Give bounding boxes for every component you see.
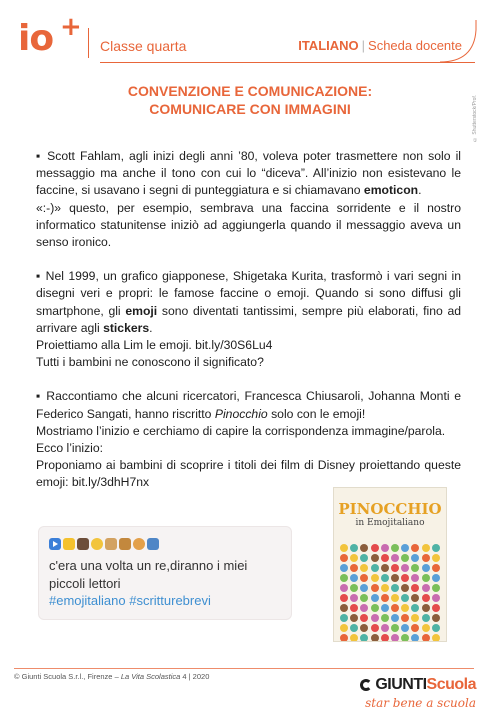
emoji-dot-icon	[350, 604, 358, 612]
emoji-dot-icon	[381, 604, 389, 612]
text-span: ▪ Raccontiamo che alcuni ricercatori, Francesca Chiusaroli, Johanna Monti e Federico Sangati, hanno riscritto	[36, 389, 461, 421]
emoji-dot-icon	[340, 574, 348, 582]
emoji-dot-icon	[391, 604, 399, 612]
brand-name: GIUNTI	[375, 676, 427, 693]
body-text	[36, 148, 461, 509]
subject-label	[298, 38, 462, 53]
emoji-dot-icon	[360, 564, 368, 572]
emoji-dot-icon	[422, 634, 430, 642]
emoji-dot-icon	[360, 554, 368, 562]
g-logo-icon	[360, 679, 372, 691]
emoji-dot-icon	[371, 624, 379, 632]
text-span: solo con le emoji!	[267, 406, 366, 421]
emoji-dot-icon	[411, 624, 419, 632]
emoji-dot-icon	[411, 574, 419, 582]
emoji-dot-icon	[371, 574, 379, 582]
emoji-dot-icon	[391, 544, 399, 552]
keyword-emoji: emoji	[125, 303, 158, 318]
card-text-line-2: piccoli lettori	[49, 576, 121, 591]
giunti-scuola-brand	[336, 676, 476, 716]
sheet-type: Scheda docente	[368, 38, 462, 53]
paragraph-emoticon	[36, 148, 461, 251]
emoji-dot-icon	[432, 604, 440, 612]
title-line-2: COMUNICARE CON IMMAGINI	[149, 101, 351, 117]
emoji-dot-icon	[391, 624, 399, 632]
emoji-dot-icon	[422, 564, 430, 572]
emoji-dot-icon	[411, 614, 419, 622]
header-divider	[88, 28, 89, 58]
text-span: ▪ Nel 1999, un grafico giapponese, Shigetaka Kurita, trasformò i vari segni in disegni veri e propri: le famose faccine o emoji. Quando si sono diffusi gli smartphone, gli	[36, 269, 461, 318]
emoji-dot-icon	[401, 634, 409, 642]
emoji-dot-icon	[401, 604, 409, 612]
paragraph-pinocchio	[36, 388, 461, 491]
emoji-dot-icon	[371, 554, 379, 562]
emoji-dot-icon	[360, 614, 368, 622]
emoji-dot-icon	[411, 554, 419, 562]
emoji-dot-icon	[350, 614, 358, 622]
book-emoji-icon	[105, 538, 117, 550]
emoji-dot-icon	[401, 544, 409, 552]
emoji-dot-icon	[381, 594, 389, 602]
logo-text: io	[18, 18, 54, 59]
issue-text: 4 | 2020	[180, 672, 210, 681]
emoji-dot-icon	[391, 594, 399, 602]
book-title-italic: Pinocchio	[214, 406, 268, 421]
reader-emoji-icon	[133, 538, 145, 550]
emoji-dot-icon	[340, 554, 348, 562]
photo-credit: © Shutterstock/Prof.	[472, 94, 478, 142]
emoji-dot-icon	[360, 624, 368, 632]
emoji-dot-icon	[350, 574, 358, 582]
emoji-dot-icon	[381, 614, 389, 622]
keyword-emoticon: emoticon	[363, 183, 419, 198]
header-corner-curve	[440, 20, 480, 64]
emoji-dot-icon	[422, 584, 430, 592]
card-hashtags[interactable]: #emojitaliano #scritturebrevi	[49, 593, 211, 608]
emoji-dot-icon	[350, 594, 358, 602]
emoji-dot-icon	[422, 574, 430, 582]
emoji-dot-icon	[381, 634, 389, 642]
emoji-dot-icon	[340, 544, 348, 552]
logo-plus: +	[60, 12, 82, 42]
emoji-dot-icon	[411, 544, 419, 552]
emoji-dot-icon	[432, 594, 440, 602]
emoji-dot-icon	[401, 624, 409, 632]
footer-divider	[14, 668, 474, 669]
emoji-dot-icon	[432, 574, 440, 582]
book-cover-title: PINOCCHIO	[338, 500, 442, 518]
book-cover-subtitle: in Emojitaliano	[355, 518, 425, 528]
emoji-dot-icon	[360, 574, 368, 582]
emoji-dot-icon	[371, 584, 379, 592]
speaking-head-emoji-icon	[77, 538, 89, 550]
keyword-stickers: stickers	[103, 320, 150, 335]
footer-copyright	[14, 672, 209, 681]
emoji-dot-icon	[371, 634, 379, 642]
emoji-dot-icon	[340, 614, 348, 622]
paragraph-line	[36, 388, 461, 422]
emoji-dot-icon	[391, 554, 399, 562]
copyright-text: © Giunti Scuola S.r.l., Firenze –	[14, 672, 121, 681]
paragraph-line: Tutti i bambini ne conoscono il significato?	[36, 355, 264, 370]
text-span: ▪ Scott Fahlam, agli inizi degli anni ’80, voleva poter trasmettere non solo il messaggio ma anche il tono con cui lo “diceva”. All’inizio non esistevano le faccine, si usavano i segni di punteggiatura e si chiamavano	[36, 149, 461, 198]
open-book-emoji-icon	[147, 538, 159, 550]
card-text-line-1: c'era una volta un re,diranno i miei	[49, 558, 248, 573]
magazine-name: La Vita Scolastica	[120, 672, 181, 681]
emoji-dot-icon	[371, 614, 379, 622]
emoji-dot-icon	[340, 564, 348, 572]
book-emoji-icon	[119, 538, 131, 550]
emoji-dot-icon	[422, 554, 430, 562]
face-emoji-icon	[91, 538, 103, 550]
emoji-dot-icon	[401, 554, 409, 562]
emoji-dot-icon	[360, 594, 368, 602]
emoji-dot-icon	[381, 574, 389, 582]
lim-link-line[interactable]: Proiettiamo alla Lim le emoji. bit.ly/30S6Lu4	[36, 338, 273, 353]
emoji-dot-icon	[371, 564, 379, 572]
brand-logo	[360, 676, 476, 694]
emoji-dot-icon	[401, 594, 409, 602]
text-span: sono diventati tantissimi, sempre più elaborati, fino ad arrivare agli	[36, 303, 461, 335]
emoji-dot-icon	[371, 594, 379, 602]
book-cover-emoji-grid	[340, 544, 440, 636]
emoji-dot-icon	[371, 544, 379, 552]
emoji-dot-icon	[360, 634, 368, 642]
text-span: .	[418, 183, 422, 198]
emoji-dot-icon	[432, 564, 440, 572]
emoji-dot-icon	[411, 584, 419, 592]
card-text	[49, 557, 247, 593]
subject-name: ITALIANO	[298, 38, 359, 53]
emoji-dot-icon	[411, 634, 419, 642]
crown-emoji-icon	[63, 538, 75, 550]
emoji-dot-icon	[391, 634, 399, 642]
emoji-dot-icon	[340, 594, 348, 602]
emoji-dot-icon	[432, 634, 440, 642]
emoji-dot-icon	[422, 624, 430, 632]
paragraph-line	[36, 268, 461, 337]
play-icon	[49, 538, 61, 550]
paragraph-line	[36, 148, 461, 200]
emoji-dot-icon	[401, 574, 409, 582]
emoji-dot-icon	[340, 634, 348, 642]
emoji-dot-icon	[422, 614, 430, 622]
subject-separator: |	[361, 38, 366, 53]
emoji-dot-icon	[360, 544, 368, 552]
emoji-dot-icon	[401, 584, 409, 592]
emoji-translation-card	[38, 526, 292, 620]
emoji-dot-icon	[411, 604, 419, 612]
emoji-dot-icon	[350, 564, 358, 572]
text-span: .	[149, 320, 153, 335]
paragraph-line: Mostriamo l’inizio e cerchiamo di capire la corrispondenza immagine/parola.	[36, 423, 446, 438]
paragraph-line: «:-)» questo, per esempio, sembrava una faccina sorridente e il nostro informatico statunitense iniziò ad aggiungerla quando il messaggio aveva un senso ironico.	[36, 200, 461, 250]
emoji-dot-icon	[381, 624, 389, 632]
brand-tagline: star bene a scuola	[365, 696, 476, 710]
paragraph-line: Ecco l’inizio:	[36, 441, 104, 456]
emoji-dot-icon	[371, 604, 379, 612]
emoji-dot-icon	[411, 594, 419, 602]
emoji-dot-icon	[350, 544, 358, 552]
emoji-dot-icon	[411, 564, 419, 572]
emoji-dot-icon	[391, 584, 399, 592]
emoji-dot-icon	[350, 554, 358, 562]
emoji-dot-icon	[381, 564, 389, 572]
paragraph-emoji	[36, 268, 461, 371]
emoji-dot-icon	[432, 554, 440, 562]
emoji-dot-icon	[422, 594, 430, 602]
page-title	[60, 82, 440, 118]
emoji-dot-icon	[381, 584, 389, 592]
emoji-dot-icon	[391, 564, 399, 572]
header-underline	[100, 62, 475, 63]
emoji-dot-icon	[360, 584, 368, 592]
emoji-dot-icon	[350, 624, 358, 632]
emoji-dot-icon	[350, 584, 358, 592]
emoji-dot-icon	[432, 544, 440, 552]
pinocchio-book-cover	[333, 487, 447, 642]
brand-name-accent: Scuola	[426, 676, 476, 693]
emoji-dot-icon	[401, 564, 409, 572]
emoji-dot-icon	[391, 574, 399, 582]
emoji-dot-icon	[381, 554, 389, 562]
emoji-dot-icon	[340, 624, 348, 632]
emoji-dot-icon	[432, 584, 440, 592]
emoji-dot-icon	[381, 544, 389, 552]
emoji-dot-icon	[340, 604, 348, 612]
emoji-sequence	[49, 537, 159, 551]
emoji-dot-icon	[401, 614, 409, 622]
io-logo	[18, 12, 82, 60]
disney-link-line[interactable]: Proponiamo ai bambini di scoprire i titoli dei film di Disney proiettando queste emoji: bit.ly/3dhH7nx	[36, 458, 461, 490]
emoji-dot-icon	[422, 544, 430, 552]
class-label: Classe quarta	[100, 38, 187, 54]
emoji-dot-icon	[432, 624, 440, 632]
emoji-dot-icon	[360, 604, 368, 612]
emoji-dot-icon	[350, 634, 358, 642]
page-header	[0, 0, 500, 72]
emoji-dot-icon	[391, 614, 399, 622]
emoji-dot-icon	[340, 584, 348, 592]
emoji-dot-icon	[422, 604, 430, 612]
title-line-1: CONVENZIONE E COMUNICAZIONE:	[127, 83, 373, 99]
emoji-dot-icon	[432, 614, 440, 622]
